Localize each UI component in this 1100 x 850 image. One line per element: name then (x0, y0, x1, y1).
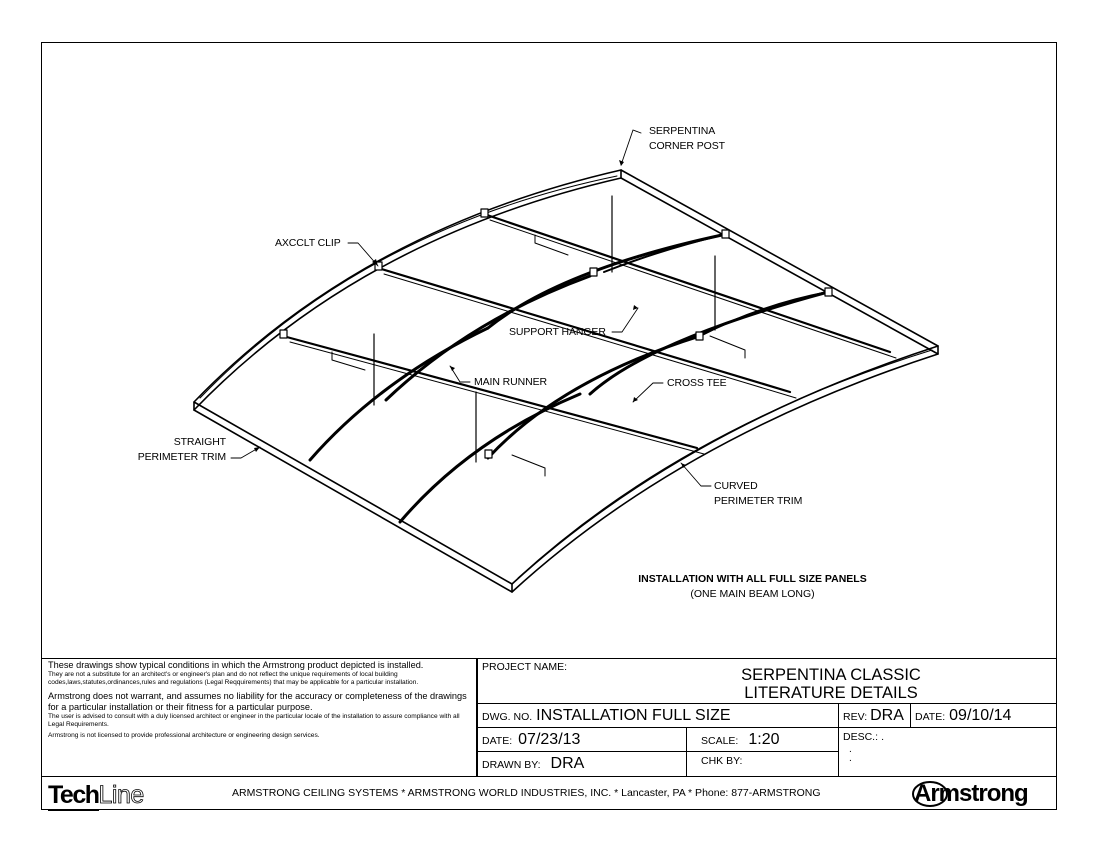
scale-cell: SCALE: 1:20 (686, 727, 838, 751)
dwg-no-cell: DWG. NO. INSTALLATION FULL SIZE (477, 703, 838, 727)
straight-perimeter-trim (194, 170, 938, 592)
label-corner-post: SERPENTINA CORNER POST (649, 125, 725, 152)
desc-cell: DESC.: . . . (838, 727, 1057, 776)
title-block (41, 658, 1057, 810)
caption-title: INSTALLATION WITH ALL FULL SIZE PANELS (638, 573, 867, 585)
rev-cell: REV: DRA (838, 703, 910, 727)
company-info: ARMSTRONG CEILING SYSTEMS * ARMSTRONG WORLD INDUSTRIES, INC. * Lancaster, PA * Phone: 877-ARMSTRONG (232, 787, 821, 799)
curved-perimeter-trim (194, 170, 938, 592)
date-cell: DATE: 07/23/13 (477, 727, 686, 751)
label-main-runner: MAIN RUNNER (474, 376, 547, 388)
disclaimer: These drawings show typical conditions in which the Armstrong product depicted is installed. They are not a substitute for an architect's or engineer's plan and do not reflect the unique requirements of local building codes,laws,statutes,ordinances,rules and regulations (Legal Reqquirements) that may be applicable for a particular installation. Armstrong does not warrant, and assumes no liability for the accuracy or completeness of the drawings for a particular installation or their fitness for a particular purpose. The user is advised to consult with a duly licensed architect or engineer in the particular locale of the installation to assure compliance with all Legal Requirements. Armstrong is not licensed to provide professional architecture or engineering design services. (41, 658, 477, 776)
rev-date-cell: DATE: 09/10/14 (910, 703, 1057, 727)
splice-plates (332, 235, 745, 476)
drawn-by-cell: DRAWN BY: DRA (477, 751, 686, 776)
label-support-hanger: SUPPORT HANGER (509, 326, 606, 338)
label-straight-perimeter-trim: STRAIGHT PERIMETER TRIM (137, 436, 226, 463)
project-name-cell: PROJECT NAME: (477, 658, 1057, 703)
label-curved-perimeter-trim: CURVED PERIMETER TRIM (714, 480, 803, 507)
footer (41, 776, 1057, 810)
drawing-caption (635, 572, 870, 602)
chk-by-cell: CHK BY: (686, 751, 838, 776)
label-axcclt-clip: AXCCLT CLIP (275, 237, 341, 249)
armstrong-logo: Armstrong (914, 780, 1028, 808)
caption-subtitle: (ONE MAIN BEAM LONG) (690, 588, 815, 600)
label-cross-tee: CROSS TEE (667, 377, 727, 389)
armstrong-logo-ring (910, 779, 950, 809)
project-name: SERPENTINA CLASSIC LITERATURE DETAILS (741, 666, 921, 702)
techline-logo: TechLine (48, 781, 144, 809)
